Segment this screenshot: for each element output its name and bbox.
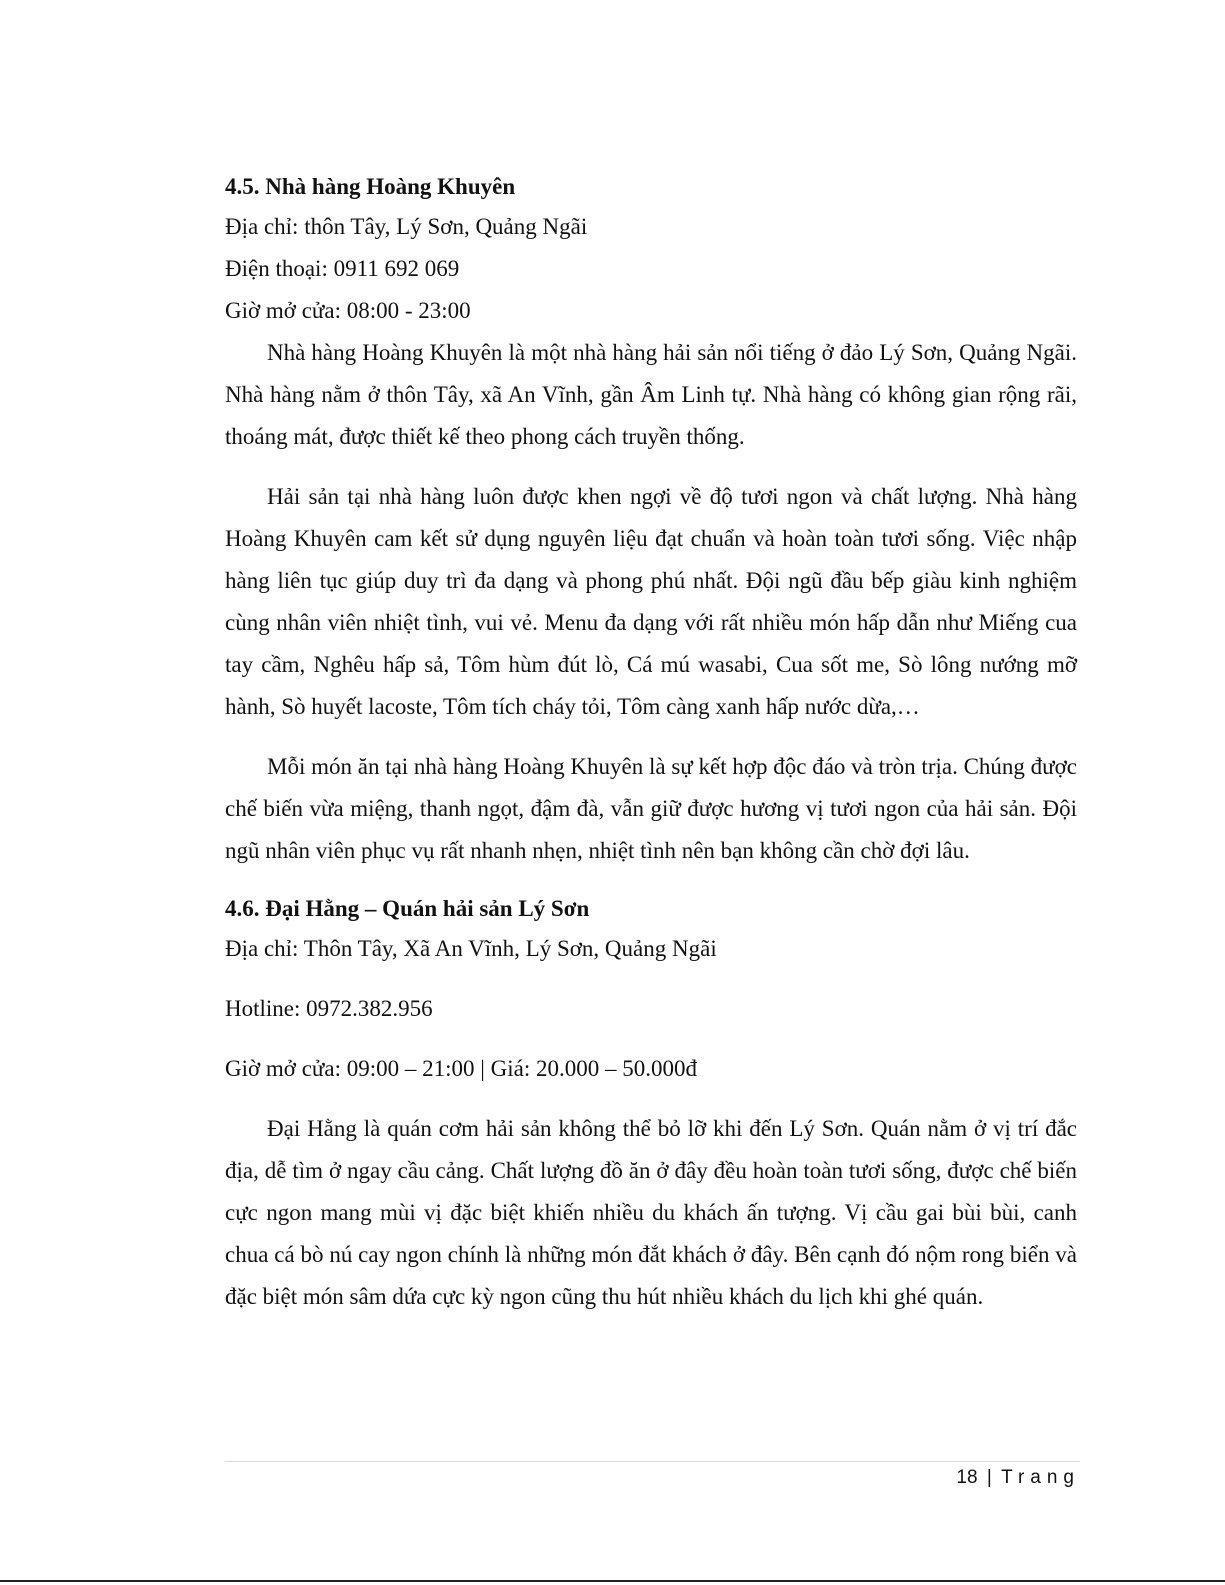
page-footer xyxy=(956,1466,1080,1490)
restaurant-hours: Giờ mở cửa: 08:00 - 23:00 xyxy=(225,298,471,323)
footer-divider xyxy=(225,1461,1080,1462)
page-number: 18 xyxy=(956,1467,978,1488)
restaurant-address: Địa chỉ: thôn Tây, Lý Sơn, Quảng Ngãi xyxy=(225,214,588,239)
section-heading-4-5: 4.5. Nhà hàng Hoàng Khuyên xyxy=(225,174,516,199)
body-paragraph: Hải sản tại nhà hàng luôn được khen ngợi về độ tươi ngon và chất lượng. Nhà hàng Hoàng Khuyên cam kết sử dụng nguyên liệu đạt chuẩn và hoàn toàn tươi sống. Việc nhập hàng liên tục giúp duy trì đa dạng và phong phú nhất. Đội ngũ đầu bếp giàu kinh nghiệm cùng nhân viên nhiệt tình, vui vẻ. Menu đa dạng với rất nhiều món hấp dẫn như Miếng cua tay cầm, Nghêu hấp sả, Tôm hùm đút lò, Cá mú wasabi, Cua sốt me, Sò lông nướng mỡ hành, Sò huyết lacoste, Tôm tích cháy tỏi, Tôm càng xanh hấp nước dừa,… xyxy=(225,484,1077,719)
section-heading-4-6: 4.6. Đại Hằng – Quán hải sản Lý Sơn xyxy=(225,896,590,921)
body-paragraph: Mỗi món ăn tại nhà hàng Hoàng Khuyên là sự kết hợp độc đáo và tròn trịa. Chúng được chế biến vừa miệng, thanh ngọt, đậm đà, vẫn giữ được hương vị tươi ngon của hải sản. Đội ngũ nhân viên phục vụ rất nhanh nhẹn, nhiệt tình nên bạn không cần chờ đợi lâu. xyxy=(225,754,1078,863)
footer-separator: | xyxy=(986,1467,992,1488)
body-paragraph: Đại Hằng là quán cơm hải sản không thể bỏ lỡ khi đến Lý Sơn. Quán nằm ở vị trí đắc địa, dễ tìm ở ngay cầu cảng. Chất lượng đồ ăn ở đây đều hoàn toàn tươi sống, được chế biến cực ngon mang mùi vị đặc biệt khiến nhiều du khách ấn tượng. Vị cầu gai bùi bùi, canh chua cá bò nú cay ngon chính là những món đắt khách ở đây. Bên cạnh đó nộm rong biển và đặc biệt món sâm dứa cực kỳ ngon cũng thu hút nhiều khách du lịch khi ghé quán. xyxy=(225,1116,1077,1309)
body-paragraph: Nhà hàng Hoàng Khuyên là một nhà hàng hải sản nổi tiếng ở đảo Lý Sơn, Quảng Ngãi. Nhà hàng nằm ở thôn Tây, xã An Vĩnh, gần Âm Linh tự. Nhà hàng có không gian rộng rãi, thoáng mát, được thiết kế theo phong cách truyền thống. xyxy=(225,340,1077,449)
restaurant-address: Địa chỉ: Thôn Tây, Xã An Vĩnh, Lý Sơn, Quảng Ngãi xyxy=(225,936,717,961)
restaurant-hotline: Hotline: 0972.382.956 xyxy=(225,996,433,1021)
restaurant-phone: Điện thoại: 0911 692 069 xyxy=(225,256,460,281)
page-content xyxy=(225,168,1077,1336)
page-bottom-border xyxy=(0,1580,1225,1582)
restaurant-hours-price: Giờ mở cửa: 09:00 – 21:00 | Giá: 20.000 – 50.000đ xyxy=(225,1056,697,1081)
page-label: Trang xyxy=(1001,1467,1080,1488)
